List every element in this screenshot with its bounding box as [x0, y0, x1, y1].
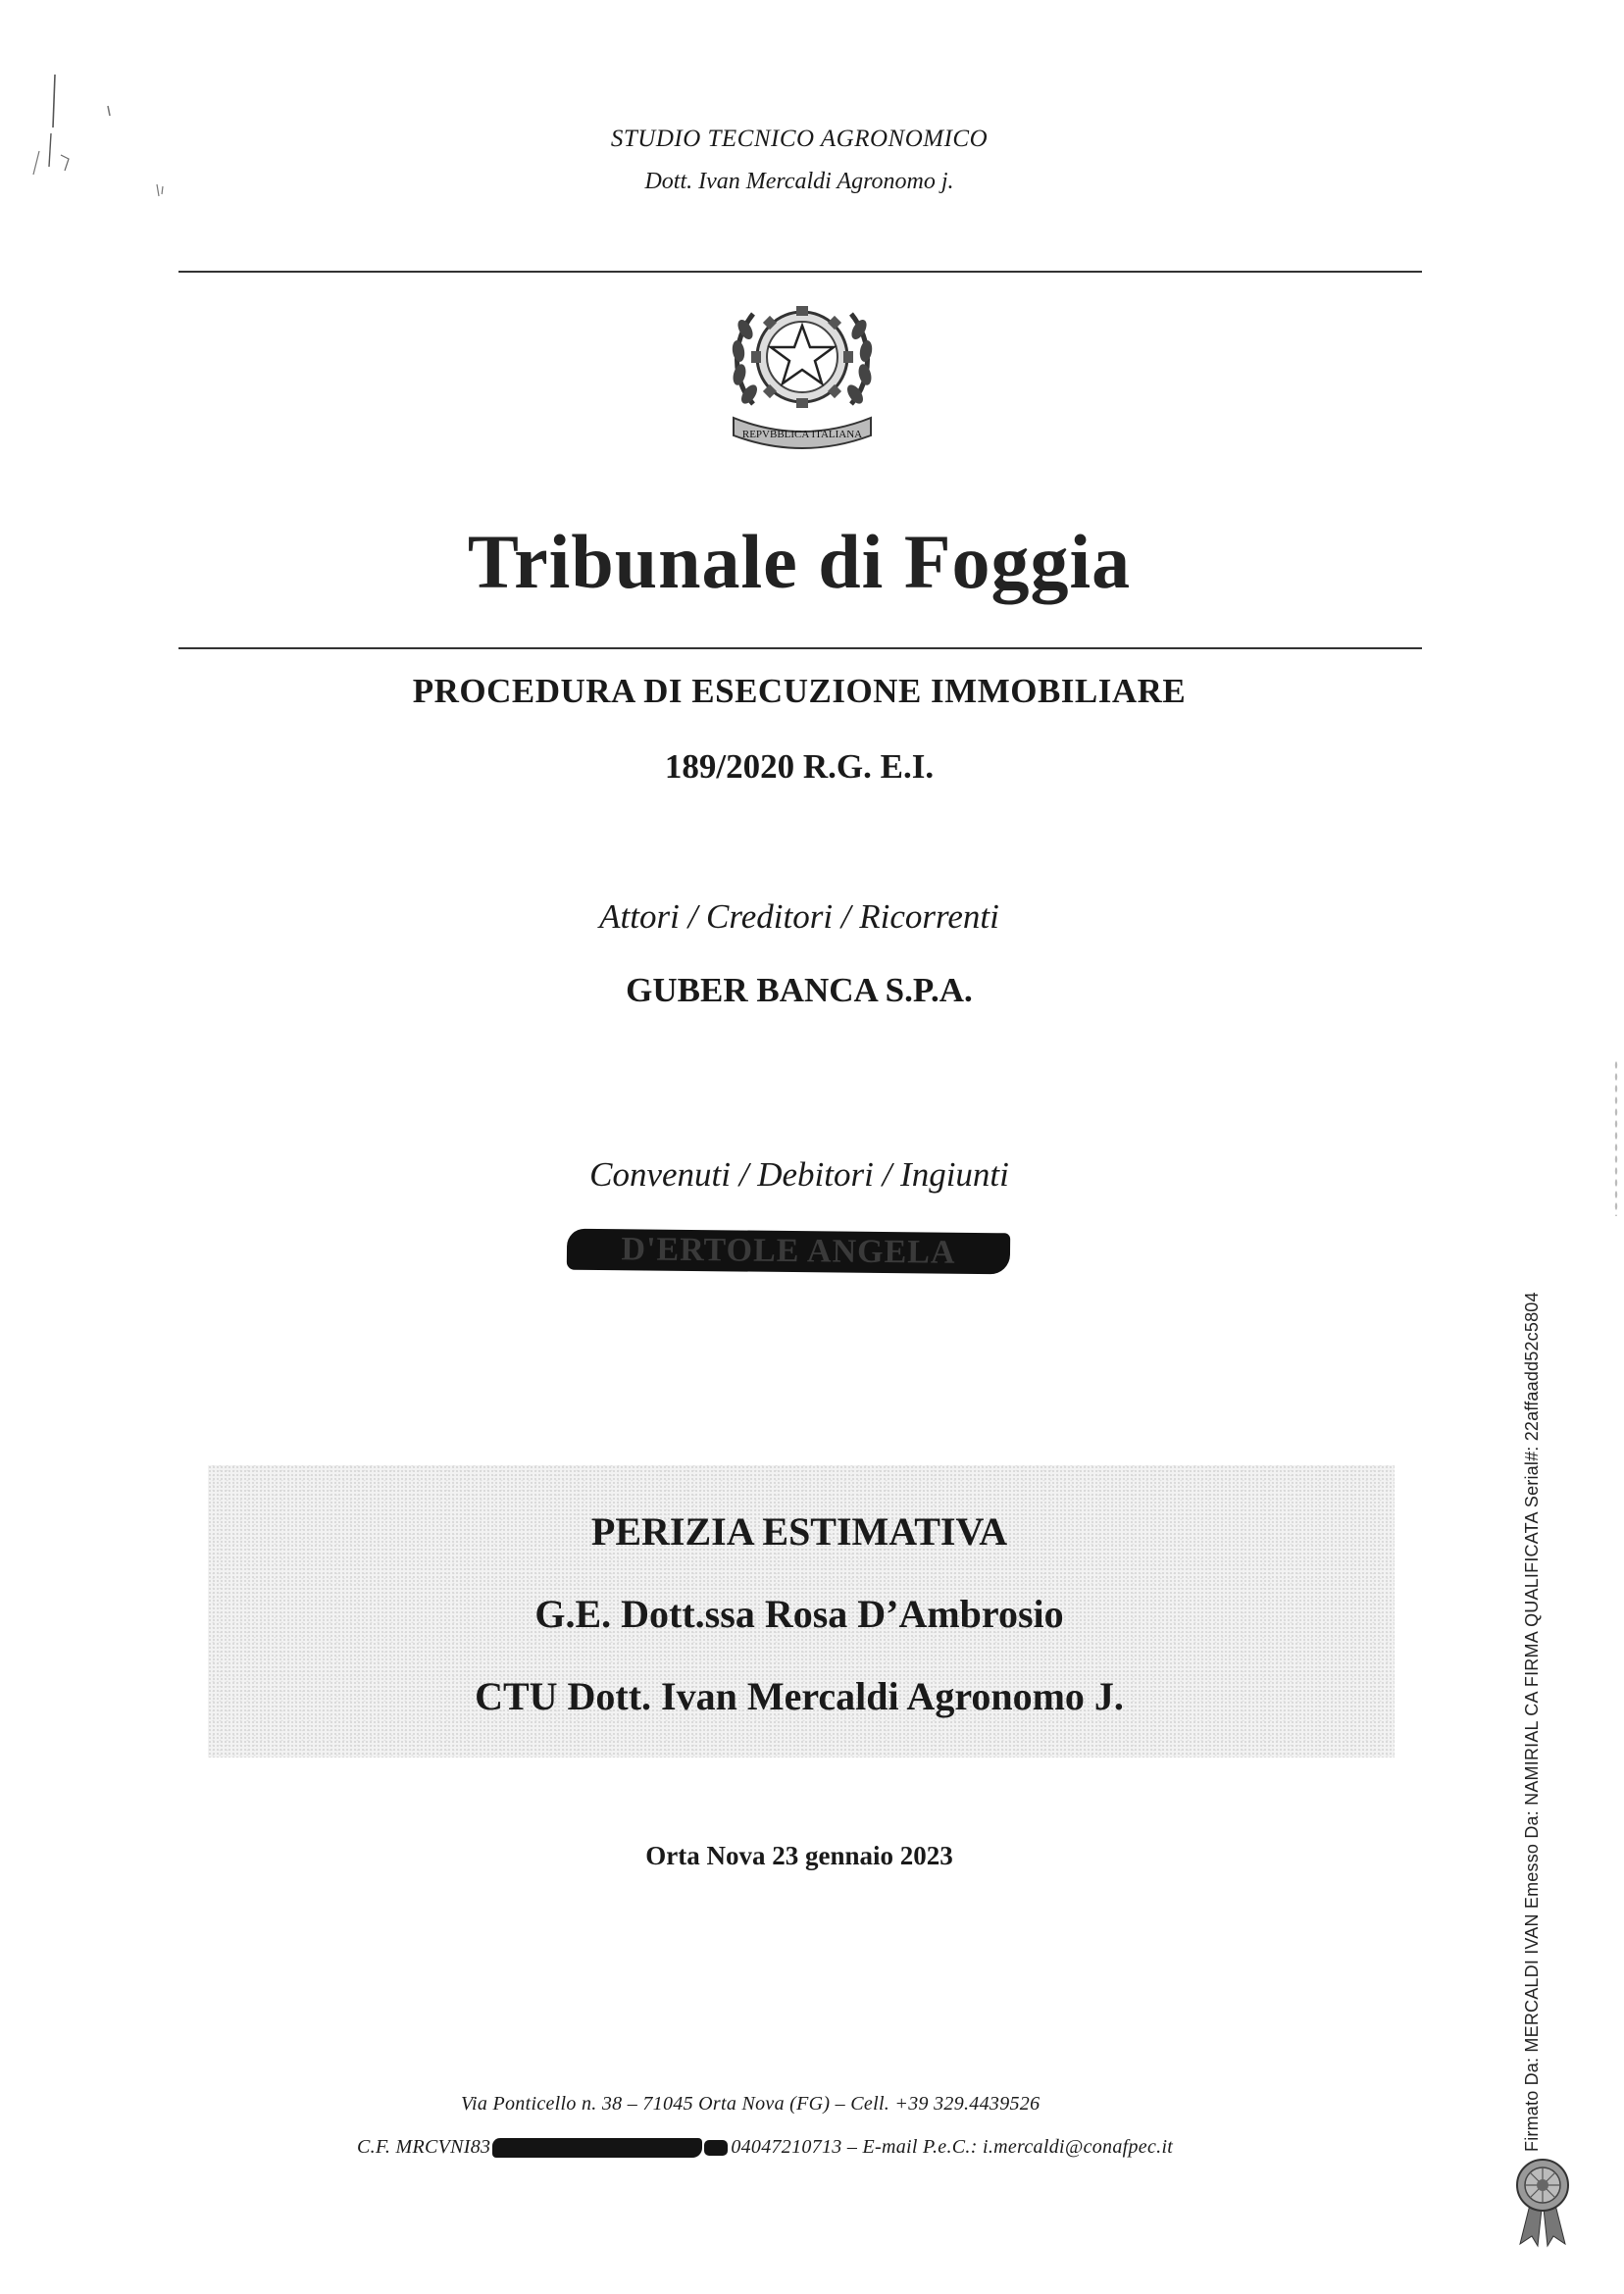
footer-codes: [357, 2136, 1173, 2159]
studio-subtitle: Dott. Ivan Mercaldi Agronomo j.: [644, 169, 954, 194]
perizia-title: PERIZIA ESTIMATIVA: [590, 1509, 1008, 1554]
scan-dots: [1614, 1059, 1618, 1216]
plaintiffs-label: Attori / Creditori / Ricorrenti: [599, 897, 999, 936]
plaintiff-name: GUBER BANCA S.P.A.: [626, 971, 973, 1009]
procedure-title: PROCEDURA DI ESECUZIONE IMMOBILIARE: [412, 672, 1187, 710]
emblem-ribbon-text: REPVBBLICA ITALIANA: [741, 429, 863, 440]
top-divider: [178, 271, 1422, 273]
repubblica-italiana-emblem-icon: [724, 286, 881, 455]
signature-stamp-text: Firmato Da: MERCALDI IVAN Emesso Da: NAMIRIAL CA FIRMA QUALIFICATA Serial#: 22affaadd52c5804: [1522, 1292, 1542, 2152]
footer-redaction-small: [704, 2140, 728, 2156]
footer-cf-prefix: C.F. MRCVNI83: [357, 2136, 491, 2158]
defendant-name-redacted: D'ERTOLE ANGELA: [567, 1229, 1010, 1275]
studio-title: STUDIO TECNICO AGRONOMICO: [610, 126, 989, 152]
defendants-label: Convenuti / Debitori / Ingiunti: [589, 1155, 1009, 1194]
perizia-ctu: CTU Dott. Ivan Mercaldi Agronomo J.: [475, 1674, 1124, 1718]
procedure-number: 189/2020 R.G. E.I.: [664, 747, 935, 786]
date-line: Orta Nova 23 gennaio 2023: [645, 1841, 953, 1870]
footer-piva-suffix: 04047210713 – E-mail P.e.C.: i.mercaldi@conafpec.it: [731, 2136, 1174, 2158]
footer-redaction: [492, 2138, 702, 2158]
perizia-judge: G.E. Dott.ssa Rosa D’Ambrosio: [534, 1592, 1064, 1636]
rosette-seal-icon: [1514, 2154, 1571, 2248]
middle-divider: [178, 647, 1422, 649]
court-title: Tribunale di Foggia: [467, 519, 1132, 604]
footer-address: Via Ponticello n. 38 – 71045 Orta Nova (FG) – Cell. +39 329.4439526: [461, 2093, 1040, 2115]
